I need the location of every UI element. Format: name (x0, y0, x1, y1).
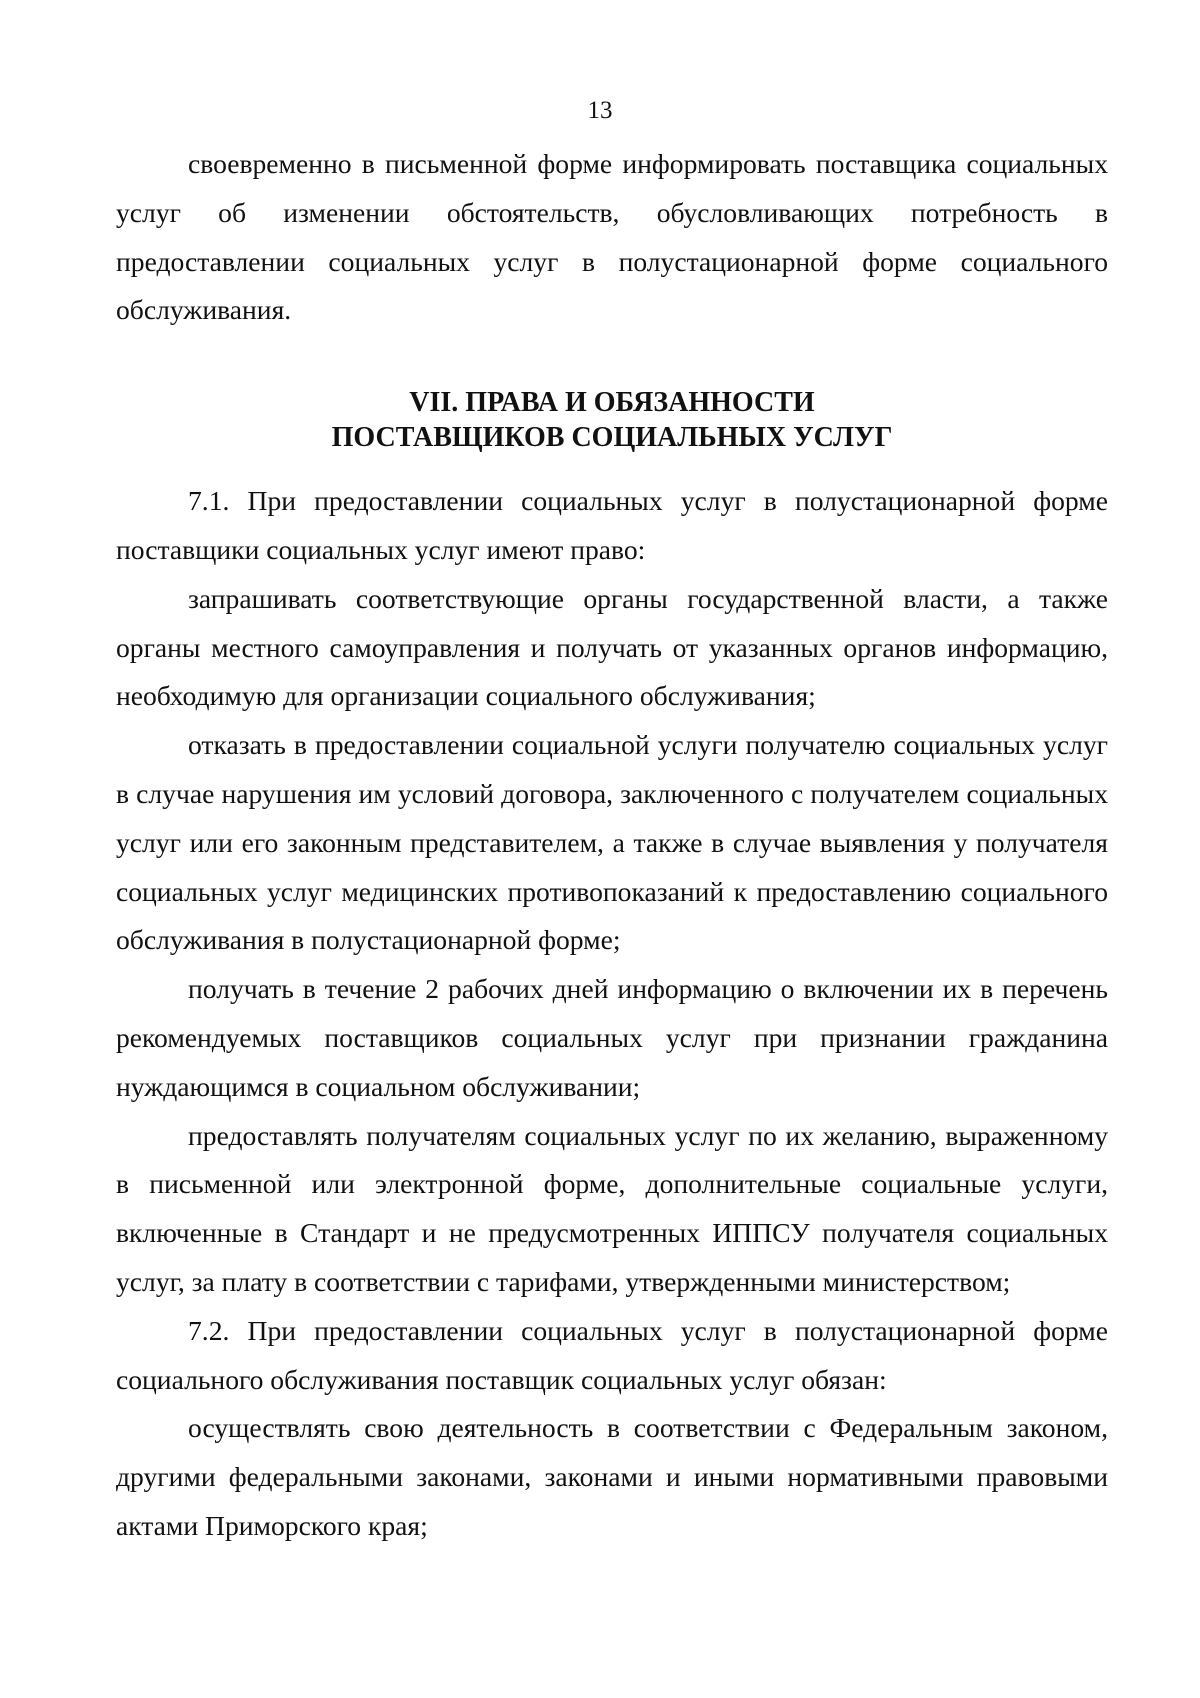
paragraph-additional-services: предоставлять получателям социальных услуг по их желанию, выраженному в письменной или электронной форме, дополнительные социальные услуги, включенные в Стандарт и не предусмотренных ИППСУ получателя социальных услуг, за плату в соответствии с тарифами, утвержденными министерством; (116, 1119, 1108, 1297)
paragraph-carry-out-activity: осуществлять свою деятельность в соответствии с Федеральным законом, другими федеральными законами, законами и иными нормативными правовыми актами Приморского края; (116, 1412, 1108, 1541)
paragraph-receive-info: получать в течение 2 рабочих дней информацию о включении их в перечень рекомендуемых поставщиков социальных услуг при признании гражданина нуждающимся в социальном обслуживании; (116, 973, 1108, 1102)
paragraph-request-info: запрашивать соответствующие органы государственной власти, а также органы местного самоуправления и получать от указанных органов информацию, необходимую для организации социального обслуживания; (116, 582, 1108, 712)
paragraph-7-2: 7.2. При предоставлении социальных услуг в полустационарной форме социального обслуживания поставщик социальных услуг обязан: (116, 1314, 1108, 1395)
paragraph-refuse-service: отказать в предоставлении социальной услуги получателю социальных услуг в случае нарушения им условий договора, заключенного с получателем социальных услуг или его законным представителем, а также в случае выявления у получателя социальных услуг медицинских противопоказаний к предоставлению социального обслуживания в полустационарной форме; (116, 729, 1108, 956)
section-title-line-1: VII. ПРАВА И ОБЯЗАННОСТИ (409, 387, 815, 419)
page-number: 13 (587, 97, 613, 124)
section-title-line-2: ПОСТАВЩИКОВ СОЦИАЛЬНЫХ УСЛУГ (331, 422, 893, 454)
document-body (116, 140, 1108, 1551)
paragraph-7-1: 7.1. При предоставлении социальных услуг в полустационарной форме поставщики социальных услуг имеют право: (116, 485, 1108, 565)
intro-paragraph: своевременно в письменной форме информировать поставщика социальных услуг об изменении обстоятельств, обусловливающих потребность в предоставлении социальных услуг в полустационарной форме социального обслуживания. (116, 148, 1108, 326)
section-heading (116, 385, 1108, 455)
